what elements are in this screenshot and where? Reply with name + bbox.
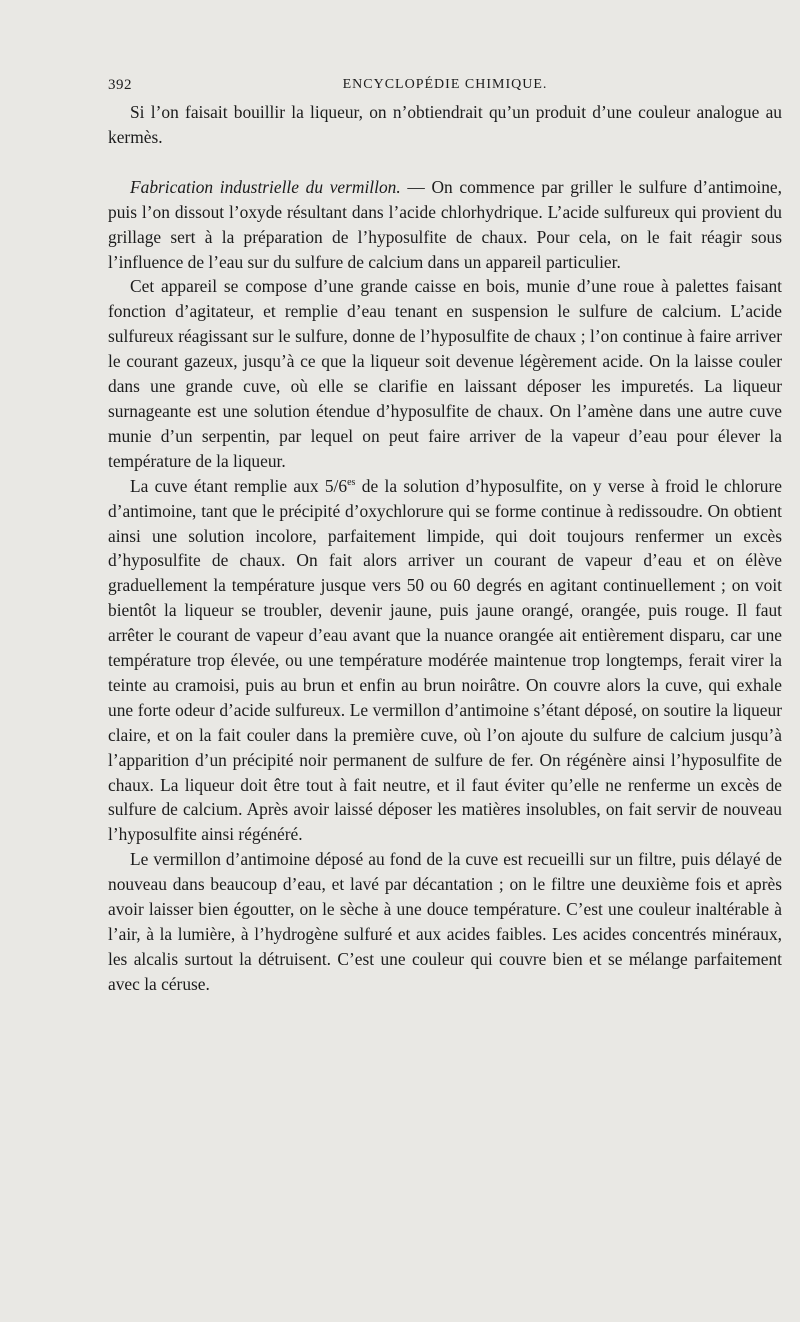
body-text (108, 100, 782, 997)
paragraph-2-text: — On commence par griller le sulfure d’antimoine, puis l’on dissout l’oxyde résultant dans l’acide chlorhydrique. L’acide sulfureux qui provient du grillage sert à la préparation de l’hyposulfite de chaux. Pour cela, on le fait réagir sous l’influence de l’eau sur du sulfure de calcium dans un appareil particulier. (108, 176, 782, 272)
paragraph-4-superscript: es (347, 476, 356, 488)
paragraph-5 (108, 847, 782, 996)
paragraph-1 (108, 100, 782, 150)
paragraph-2 (108, 175, 782, 275)
paragraph-3-text: Cet appareil se compose d’une grande caisse en bois, munie d’une roue à palettes faisant fonction d’agitateur, et remplie d’eau tenant en suspension le sulfure de calcium. L’acide sulfureux réagissant sur le sulfure, donne de l’hyposulfite de chaux ; l’on continue à faire arriver le courant gazeux, jusqu’à ce que la liqueur soit devenue légèrement acide. On la laisse couler dans une grande cuve, où elle se clarifie en laissant déposer les impuretés. La liqueur surnageante est une solution étendue d’hyposulfite de chaux. On l’amène dans une autre cuve munie d’un serpentin, par lequel on peut faire arriver de la vapeur d’eau pour élever la température de la liqueur. (108, 276, 782, 471)
section-heading: Fabrication industrielle du vermillon. (130, 176, 401, 197)
page-header (108, 77, 782, 99)
page-number: 392 (108, 77, 132, 93)
paragraph-3 (108, 274, 782, 473)
paragraph-1-text: Si l’on faisait bouillir la liqueur, on n’obtiendrait qu’un produit d’une couleur analogue au kermès. (108, 102, 782, 147)
paragraph-5-text: Le vermillon d’antimoine déposé au fond de la cuve est recueilli sur un filtre, puis délayé de nouveau dans beaucoup d’eau, et lavé par décantation ; on le filtre une deuxième fois et après avoir laisser bien égoutter, on le sèche à une douce température. C’est une couleur inaltérable à l’air, à la lumière, à l’hydrogène sulfuré et aux acides faibles. Les acides concentrés minéraux, les alcalis surtout la détruisent. C’est une couleur qui couvre bien et se mélange parfaitement avec la céruse. (108, 849, 782, 994)
paragraph-4-text: de la solution d’hyposulfite, on y verse à froid le chlorure d’antimoine, tant que le précipité d’oxychlorure qui se forme continue à redissoudre. On obtient ainsi une solution incolore, parfaitement limpide, qui doit toujours renfermer un excès d’hyposulfite de chaux. On fait alors arriver un courant de vapeur d’eau et on élève graduellement la température jusque vers 50 ou 60 degrés en agitant continuellement ; on voit bientôt la liqueur se troubler, devenir jaune, puis jaune orangé, orangée, puis rouge. Il faut arrêter le courant de vapeur d’eau avant que la nuance orangée ait entièrement disparu, car une température trop élevée, ou une température modérée maintenue trop longtemps, ferait virer la teinte au cramoisi, puis au brun et enfin au brun noirâtre. On couvre alors la cuve, qui exhale une forte odeur d’acide sulfureux. Le vermillon d’antimoine s’étant déposé, on soutire la liqueur claire, et on la fait couler dans la première cuve, où l’on ajoute du sulfure de calcium jusqu’à l’apparition d’un précipité noir permanent de sulfure de fer. On régénère ainsi l’hyposulfite de chaux. La liqueur doit être tout à fait neutre, et il faut éviter qu’elle ne renferme un excès de sulfure de calcium. Après avoir laissé déposer les matières insolubles, on fait servir de nouveau l’hyposulfite ainsi régénéré. (108, 475, 782, 845)
paragraph-4-lead: La cuve étant remplie aux 5/6 (130, 475, 348, 496)
running-title: ENCYCLOPÉDIE CHIMIQUE. (342, 77, 548, 92)
paragraph-4 (108, 474, 782, 848)
